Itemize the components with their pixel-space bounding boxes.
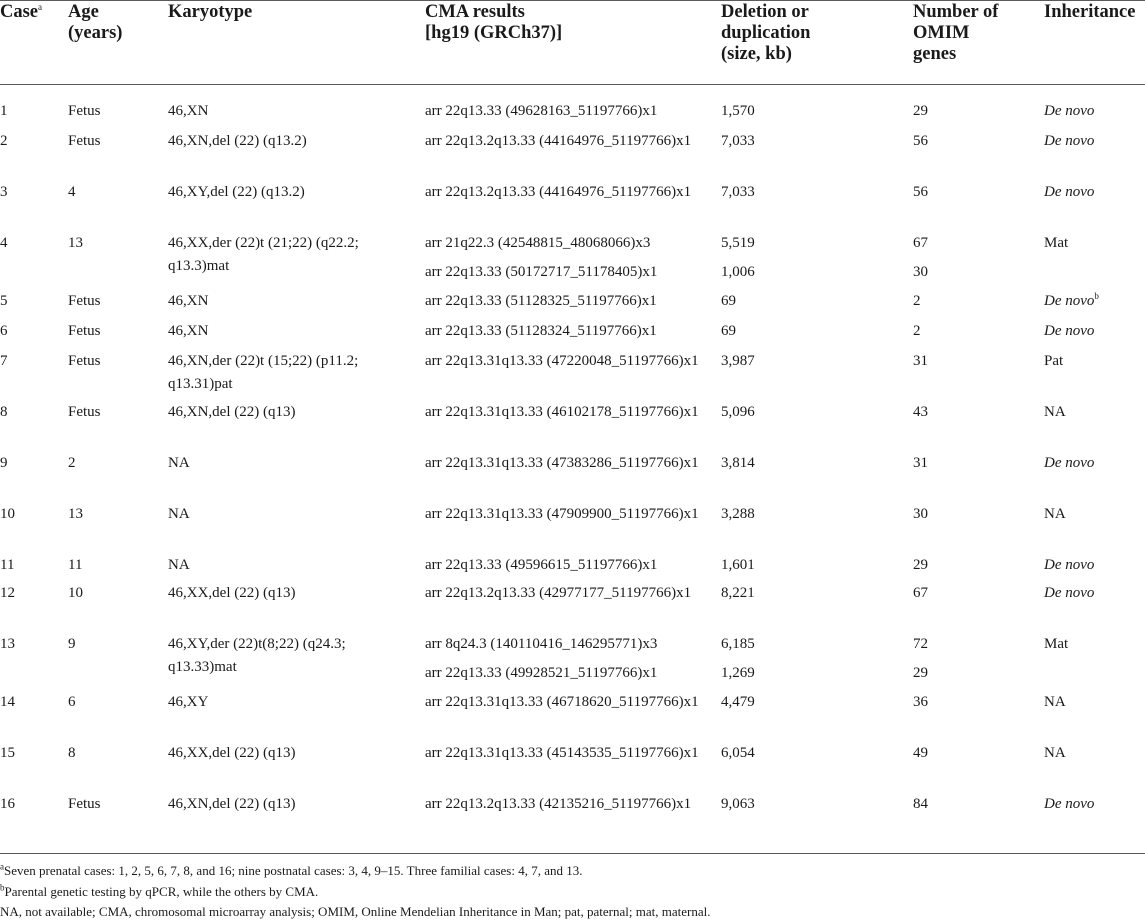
cma-result-cell: arr 22q13.33 (51128325_51197766)x1 (425, 293, 657, 309)
header-label: Case (0, 2, 39, 22)
top-rule (0, 0, 1145, 1)
inheritance-cell (1044, 290, 1099, 313)
cma-result-cell: arr 22q13.33 (50172717_51178405)x1 (425, 264, 658, 280)
inheritance-label: NA (1044, 694, 1066, 710)
omim-genes-cell: 56 (913, 184, 928, 200)
inheritance-label: Mat (1044, 636, 1069, 652)
omim-genes-cell: 49 (913, 745, 928, 761)
omim-genes-cell: 2 (913, 293, 921, 309)
header-label: Age (years) (68, 2, 123, 43)
inheritance-cell (1044, 793, 1094, 816)
cma-result-cell: arr 22q13.31q13.33 (47909900_51197766)x1 (425, 506, 699, 522)
cma-result-cell: arr 22q13.31q13.33 (47220048_51197766)x1 (425, 353, 699, 369)
omim-genes-cell: 84 (913, 796, 928, 812)
age-cell: 8 (68, 745, 76, 761)
footnote (0, 903, 710, 920)
inheritance-label: De novo (1044, 796, 1095, 812)
size-cell: 1,601 (721, 557, 755, 573)
size-cell: 3,288 (721, 506, 755, 522)
omim-genes-cell: 72 (913, 636, 928, 652)
case-cell: 14 (0, 694, 15, 710)
karyotype-cell: 46,XY,der (22)t(8;22) (q24.3; q13.33)mat (168, 636, 346, 675)
inheritance-cell (1044, 401, 1066, 424)
karyotype-cell: 46,XY (168, 694, 209, 710)
karyotype-cell: NA (168, 506, 190, 522)
inheritance-cell (1044, 130, 1094, 153)
size-cell: 69 (721, 293, 736, 309)
karyotype-cell: 46,XN (168, 293, 209, 309)
omim-genes-cell: 31 (913, 353, 928, 369)
inheritance-cell (1044, 691, 1066, 714)
inheritance-label: Pat (1044, 353, 1064, 369)
bottom-rule (0, 853, 1145, 854)
age-cell: Fetus (68, 353, 101, 369)
inheritance-cell (1044, 452, 1094, 475)
karyotype-cell: 46,XX,der (22)t (21;22) (q22.2; q13.3)mat (168, 235, 359, 274)
inheritance-cell (1044, 232, 1068, 255)
header-cell (0, 2, 42, 23)
age-cell: 2 (68, 455, 76, 471)
cma-result-cell: arr 21q22.3 (42548815_48068066)x3 (425, 235, 651, 251)
inheritance-cell (1044, 320, 1094, 343)
case-cell: 13 (0, 636, 15, 652)
case-cell: 2 (0, 133, 8, 149)
size-cell: 1,269 (721, 665, 755, 681)
case-cell: 16 (0, 796, 15, 812)
footnote-marker: b (0, 882, 5, 893)
cma-result-cell: arr 22q13.33 (49928521_51197766)x1 (425, 665, 658, 681)
header-label: CMA results [hg19 (GRCh37)] (425, 2, 563, 43)
size-cell: 8,221 (721, 585, 755, 601)
omim-genes-cell: 29 (913, 665, 928, 681)
inheritance-label: NA (1044, 506, 1066, 522)
header-label: Karyotype (168, 2, 253, 22)
case-cell: 8 (0, 404, 8, 420)
cma-result-cell: arr 22q13.31q13.33 (47383286_51197766)x1 (425, 455, 699, 471)
karyotype-cell: NA (168, 455, 190, 471)
inheritance-cell (1044, 554, 1094, 577)
omim-genes-cell: 2 (913, 323, 921, 339)
inheritance-label: De novo (1044, 557, 1095, 573)
case-cell: 4 (0, 235, 8, 251)
karyotype-cell: 46,XN,del (22) (q13) (168, 796, 296, 812)
case-cell: 12 (0, 585, 15, 601)
age-cell: 10 (68, 585, 83, 601)
age-cell: Fetus (68, 404, 101, 420)
inheritance-cell (1044, 633, 1068, 656)
omim-genes-cell: 30 (913, 506, 928, 522)
cma-result-cell: arr 22q13.2q13.33 (44164976_51197766)x1 (425, 133, 692, 149)
footnote (0, 883, 318, 900)
case-cell: 1 (0, 103, 8, 119)
size-cell: 7,033 (721, 184, 755, 200)
karyotype-cell: 46,XY,del (22) (q13.2) (168, 184, 305, 200)
omim-genes-cell: 29 (913, 557, 928, 573)
inheritance-label: NA (1044, 745, 1066, 761)
age-cell: 11 (68, 557, 83, 573)
karyotype-cell: 46,XX,del (22) (q13) (168, 585, 296, 601)
age-cell: 13 (68, 235, 83, 251)
footnote-marker: a (0, 861, 4, 872)
case-cell: 11 (0, 557, 15, 573)
cma-result-cell: arr 22q13.33 (49596615_51197766)x1 (425, 557, 658, 573)
case-cell: 15 (0, 745, 15, 761)
inheritance-cell (1044, 350, 1063, 373)
inheritance-cell (1044, 503, 1066, 526)
inheritance-cell (1044, 100, 1094, 123)
omim-genes-cell: 36 (913, 694, 928, 710)
case-cell: 6 (0, 323, 8, 339)
karyotype-cell: 46,XN,del (22) (q13.2) (168, 133, 307, 149)
cma-result-cell: arr 22q13.31q13.33 (46718620_51197766)x1 (425, 694, 699, 710)
inheritance-label: De novo (1044, 293, 1095, 309)
case-cell: 5 (0, 293, 8, 309)
footnote-text: Parental genetic testing by qPCR, while the others by CMA. (4, 884, 319, 899)
cma-result-cell: arr 22q13.2q13.33 (42977177_51197766)x1 (425, 585, 692, 601)
omim-genes-cell: 43 (913, 404, 928, 420)
inheritance-label: De novo (1044, 323, 1095, 339)
age-cell: Fetus (68, 323, 101, 339)
inheritance-label: De novo (1044, 455, 1095, 471)
omim-genes-cell: 30 (913, 264, 928, 280)
case-cell: 10 (0, 506, 15, 522)
omim-genes-cell: 67 (913, 585, 928, 601)
footnote-text: NA, not available; CMA, chromosomal microarray analysis; OMIM, Online Mendelian Inheritance in Man; pat, paternal; mat, maternal. (0, 904, 711, 919)
age-cell: Fetus (68, 103, 101, 119)
header-cell (721, 2, 810, 65)
cma-result-cell: arr 22q13.33 (49628163_51197766)x1 (425, 103, 658, 119)
age-cell: Fetus (68, 796, 101, 812)
case-cell: 9 (0, 455, 8, 471)
karyotype-cell: 46,XN,der (22)t (15;22) (p11.2; q13.31)pat (168, 353, 359, 392)
size-cell: 6,185 (721, 636, 755, 652)
age-cell: Fetus (68, 293, 101, 309)
inheritance-cell (1044, 742, 1066, 765)
header-cell (168, 2, 252, 23)
omim-genes-cell: 67 (913, 235, 928, 251)
header-label: Inheritance (1044, 2, 1136, 22)
footnote-marker: a (38, 1, 43, 12)
size-cell: 1,570 (721, 103, 755, 119)
karyotype-cell: 46,XN (168, 103, 209, 119)
header-cell (1044, 2, 1135, 23)
header-cell (913, 2, 998, 65)
omim-genes-cell: 29 (913, 103, 928, 119)
size-cell: 5,519 (721, 235, 755, 251)
karyotype-cell: 46,XX,del (22) (q13) (168, 745, 296, 761)
inheritance-cell (1044, 582, 1094, 605)
karyotype-cell: 46,XN,del (22) (q13) (168, 404, 296, 420)
age-cell: 9 (68, 636, 76, 652)
inheritance-label: Mat (1044, 235, 1069, 251)
cma-result-cell: arr 22q13.2q13.33 (44164976_51197766)x1 (425, 184, 692, 200)
cma-result-cell: arr 8q24.3 (140110416_146295771)x3 (425, 636, 658, 652)
inheritance-cell (1044, 181, 1094, 204)
cma-result-cell: arr 22q13.31q13.33 (46102178_51197766)x1 (425, 404, 699, 420)
karyotype-cell: 46,XN (168, 323, 209, 339)
size-cell: 5,096 (721, 404, 755, 420)
cma-result-cell: arr 22q13.33 (51128324_51197766)x1 (425, 323, 657, 339)
age-cell: 4 (68, 184, 76, 200)
karyotype-cell: NA (168, 557, 190, 573)
header-label: Number of OMIM genes (913, 2, 999, 64)
footnote-text: Seven prenatal cases: 1, 2, 5, 6, 7, 8, and 16; nine postnatal cases: 3, 4, 9–15. Three familial cases: 4, 7, and 13. (4, 863, 583, 878)
footnote-marker: b (1094, 291, 1099, 301)
size-cell: 4,479 (721, 694, 755, 710)
footnote (0, 862, 582, 879)
cma-result-cell: arr 22q13.31q13.33 (45143535_51197766)x1 (425, 745, 699, 761)
age-cell: Fetus (68, 133, 101, 149)
size-cell: 7,033 (721, 133, 755, 149)
header-label: Deletion or duplication (size, kb) (721, 2, 811, 64)
size-cell: 69 (721, 323, 736, 339)
size-cell: 3,814 (721, 455, 755, 471)
omim-genes-cell: 56 (913, 133, 928, 149)
inheritance-label: NA (1044, 404, 1066, 420)
inheritance-label: De novo (1044, 103, 1095, 119)
inheritance-label: De novo (1044, 585, 1095, 601)
size-cell: 9,063 (721, 796, 755, 812)
age-cell: 13 (68, 506, 83, 522)
header-rule (0, 84, 1145, 85)
size-cell: 3,987 (721, 353, 755, 369)
inheritance-label: De novo (1044, 133, 1095, 149)
header-cell (425, 2, 562, 44)
age-cell: 6 (68, 694, 76, 710)
omim-genes-cell: 31 (913, 455, 928, 471)
cma-result-cell: arr 22q13.2q13.33 (42135216_51197766)x1 (425, 796, 692, 812)
case-cell: 7 (0, 353, 8, 369)
size-cell: 6,054 (721, 745, 755, 761)
header-cell (68, 2, 122, 44)
size-cell: 1,006 (721, 264, 755, 280)
inheritance-label: De novo (1044, 184, 1095, 200)
case-cell: 3 (0, 184, 8, 200)
